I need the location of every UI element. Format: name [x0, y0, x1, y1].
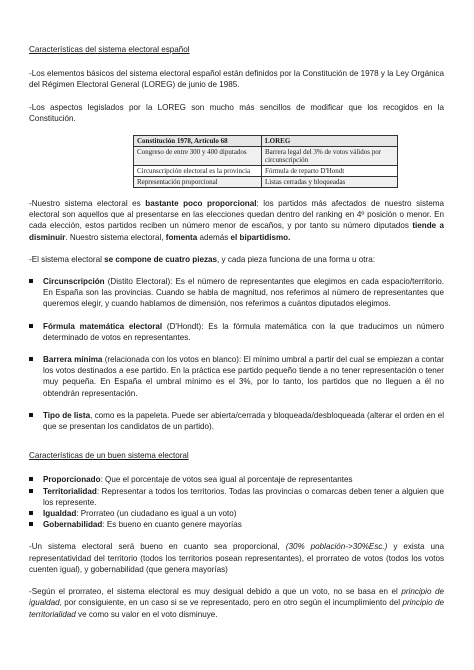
text-run: -El sistema electoral: [29, 254, 105, 264]
list-item: [29, 410, 444, 432]
paragraph-prorrateo: [29, 586, 444, 620]
square-bullet-icon: [29, 489, 33, 493]
list-item-term: Proporcionado: [43, 475, 101, 485]
text-run: -Nuestro sistema electoral es: [29, 199, 146, 209]
list-item: [29, 508, 444, 519]
square-bullet-icon: [29, 357, 33, 361]
list-item-text: : Prorrateo (un ciudadano es igual a un voto): [76, 509, 237, 519]
list-item: [29, 474, 444, 485]
table-cell: Fórmula de reparto D'Hondt: [262, 166, 398, 177]
list-item-term: Fórmula matemática electoral: [43, 321, 163, 331]
list-item: [29, 354, 444, 399]
table-cell: Congreso de entre 300 y 400 diputados: [134, 147, 262, 166]
list-item: [29, 486, 444, 508]
square-bullet-icon: [29, 324, 33, 328]
square-bullet-icon: [29, 279, 33, 283]
square-bullet-icon: [29, 511, 33, 515]
paragraph-proportionality: [29, 198, 444, 243]
text-run: : los partidos más afectados de nuestro sistema electoral son aquellos que al presentarse en las elecciones quedan dentro del ranking en 4º posición o menor. En cada elección, estos partidos reciben un número menor de escaños, y por tanto su número diputados: [29, 199, 444, 231]
comparison-table: [133, 135, 398, 188]
list-item-term: Tipo de lista: [43, 410, 91, 420]
good-system-list: [29, 474, 444, 530]
list-item-text: (relacionada con los votos en blanco): El mínimo umbral a partir del cual se empiezan a contar los votos destinados a ese partido. En la práctica ese partido pequeño tiende a no tener representación o tener muy pequeña. En España el umbral mínimo es el 3%, por lo tanto, los partidos que no lleguen a él no obtendrán representación.: [43, 355, 444, 398]
text-run: ve como su valor en el voto disminuye.: [75, 609, 218, 619]
paragraph-four-pieces: [29, 254, 444, 265]
paragraph-constitution-loreg: -Los elementos básicos del sistema electoral español están definidos por la Constitución de 1978 y la Ley Orgánica del Régimen Electoral General (LOREG) de junio de 1985.: [29, 69, 444, 90]
text-run: , por consiguiente, en un caso si se ve representado, pero en otro según el incumplimiento del: [59, 598, 403, 608]
bold-text: fomenta: [165, 232, 198, 242]
section-heading-spanish-electoral-system: Características del sistema electoral español: [29, 45, 190, 54]
italic-text: principio de igualdad: [29, 587, 444, 608]
italic-text: (30% población->30%Esc.): [285, 542, 388, 552]
text-run: -Según el prorrateo, el sistema electoral es muy desigual debido a que un voto, no se basa en el: [29, 587, 402, 597]
list-item: [29, 519, 444, 530]
text-run: además: [197, 232, 231, 242]
table-row: [134, 166, 398, 177]
bold-text: se compone de cuatro piezas: [104, 254, 218, 264]
text-run: -Un sistema electoral será bueno en cuanto sea proporcional,: [29, 542, 286, 552]
list-item-text: : Que el porcentaje de votos sea igual al porcentaje de representantes: [100, 475, 353, 485]
list-item-text: (D'Hondt): Es la fórmula matemática con la que traducimos un número determinado de votos en representantes.: [43, 321, 444, 342]
list-item-text: : Representar a todos los territorios. Todas las provincias o comarcas deben tener a alguien que los represente.: [43, 486, 444, 507]
table-cell: Barrera legal del 3% de votos válidos por circunscripción: [262, 147, 398, 166]
section-heading-good-electoral-system: Características de un buen sistema electoral: [29, 451, 189, 461]
list-item-term: Igualdad: [43, 509, 77, 519]
text-run: . Nuestro sistema electoral,: [65, 232, 166, 242]
italic-text: principio de territorialidad: [29, 598, 444, 619]
table-header-row: [134, 136, 398, 147]
paragraph-loreg-modification: -Los aspectos legislados por la LOREG son mucho más sencillos de modificar que los recogidos en la Constitución.: [29, 102, 444, 123]
list-item-term: Barrera mínima: [43, 355, 103, 365]
list-item: [29, 276, 444, 310]
square-bullet-icon: [29, 413, 33, 417]
table-cell: Listas cerradas y bloqueadas: [262, 177, 398, 188]
list-item-term: Circunscripción: [43, 277, 105, 287]
table-cell: Circunscripción electoral es la provincia: [134, 166, 262, 177]
table-header-loreg: LOREG: [262, 136, 398, 147]
list-item-term: Gobernabilidad: [43, 520, 103, 530]
list-item-term: Territorialidad: [43, 486, 97, 496]
bold-text: el bipartidismo.: [230, 232, 291, 242]
list-item-text: , como es la papeleta. Puede ser abierta/cerrada y bloqueada/desbloqueada (alterar el orden en el que se presentan los candidatos de un partido).: [43, 410, 444, 432]
list-item: [29, 321, 444, 343]
table-row: [134, 147, 398, 166]
list-item-text: (Distito Electoral): Es el número de representantes que elegimos en cada espacio/territorio. En España son las provincias. Cuando se habla de magnitud, nos referimos al número de representantes que queremos elegir, y cuando hablamos de dimensión, nos referimos a cuántos diputados elegimos.: [43, 277, 444, 309]
table-cell: Representación proporcional: [134, 177, 262, 188]
text-run: y exista una representatividad del territorio (todos los territorios posean representantes), el prorrateo de votos (todos los votos cuenten igual), y gobernabilidad (que genera mayorías): [29, 542, 444, 574]
square-bullet-icon: [29, 522, 33, 526]
text-run: , y cada pieza funciona de una forma u otra:: [217, 254, 375, 264]
list-item-text: : Es bueno en cuanto genere mayorías: [102, 520, 242, 530]
bold-text: bastante poco proporcional: [145, 199, 257, 209]
table-row: [134, 177, 398, 188]
paragraph-good-system-summary: [29, 541, 444, 575]
table-header-constitution: Constitución 1978, Artículo 68: [134, 136, 262, 147]
square-bullet-icon: [29, 477, 33, 481]
pieces-list: [29, 276, 444, 432]
bold-text: tiende a disminuir: [29, 221, 444, 242]
